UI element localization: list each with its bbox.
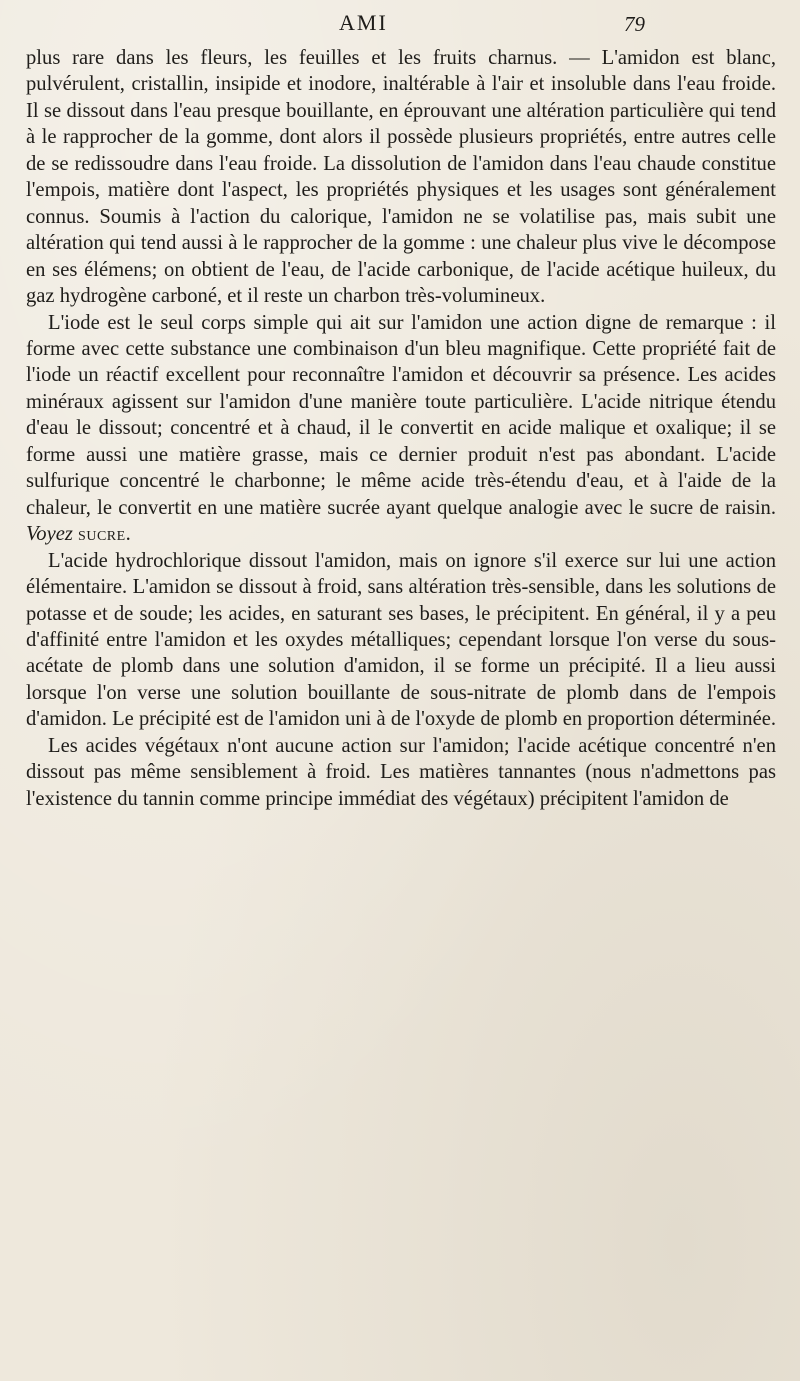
- paragraph-iode: [26, 310, 776, 548]
- paragraph-continued: plus rare dans les fleurs, les feuilles et les fruits charnus. — L'amidon est blanc, pulvérulent, cristallin, insipide et inodore, inaltérable à l'air et insoluble dans l'eau froide. Il se dissout dans l'eau presque bouillante, en éprouvant une altération particulière qui tend à le rapprocher de la gomme, dont alors il possède plusieurs propriétés, entre autres celle de se redissoudre dans l'eau froide. La dissolution de l'amidon dans l'eau chaude constitue l'empois, matière dont l'aspect, les propriétés physiques et les usages sont généralement connus. Soumis à l'action du calorique, l'amidon ne se volatilise pas, mais subit une altération qui tend aussi à le rapprocher de la gomme : une chaleur plus vive le décompose en ses élémens; on obtient de l'eau, de l'acide carbonique, de l'acide acétique huileux, du gaz hydrogène carboné, et il reste un charbon très-volumineux.: [26, 47, 776, 308]
- paragraph-hydrochlorique: L'acide hydrochlorique dissout l'amidon, mais on ignore s'il exerce sur lui une action élémentaire. L'amidon se dissout à froid, sans altération très-sensible, dans les solutions de potasse et de soude; les acides, en saturant ses bases, le précipitent. En général, il y a peu d'affinité entre l'amidon et les oxydes métalliques; cependant lorsque l'on verse du sous-acétate de plomb dans une solution d'amidon, il se forme un précipité. Il a lieu aussi lorsque l'on verse une solution bouillante de sous-nitrate de plomb dans de l'empois d'amidon. Le précipité est de l'amidon uni à de l'oxyde de plomb en proportion déterminée.: [26, 549, 777, 731]
- see-label: Voyez: [26, 523, 73, 546]
- see-reference: sucre.: [78, 523, 132, 546]
- page-header: [0, 8, 800, 38]
- paragraph-acides-vegetaux: Les acides végétaux n'ont aucune action sur l'amidon; l'acide acétique concentré n'en dissout pas même sensiblement à froid. Les matières tannantes (nous n'admettons pas l'existence du tannin comme principe immédiat des végétaux) précipitent l'amidon de: [26, 734, 776, 810]
- page-number: 79: [624, 12, 645, 36]
- running-head: AMI: [339, 10, 388, 35]
- body-text: [26, 45, 776, 812]
- paragraph-iode-text: L'iode est le seul corps simple qui ait sur l'amidon une action digne de remarque : il forme avec cette substance une combinaison d'un bleu magnifique. Cette propriété fait de l'iode un réactif excellent pour reconnaître l'amidon et découvrir sa présence. Les acides minéraux agissent sur l'amidon d'une manière toute particulière. L'acide nitrique étendu d'eau le dissout; concentré et à chaud, il le convertit en acide malique et oxalique; il se forme aussi une matière grasse, mais ce dernier produit n'est pas abondant. L'acide sulfurique concentré le charbonne; le même acide très-étendu d'eau, et à l'aide de la chaleur, le convertit en une matière sucrée ayant quelque analogie avec le sucre de raisin.: [26, 311, 776, 519]
